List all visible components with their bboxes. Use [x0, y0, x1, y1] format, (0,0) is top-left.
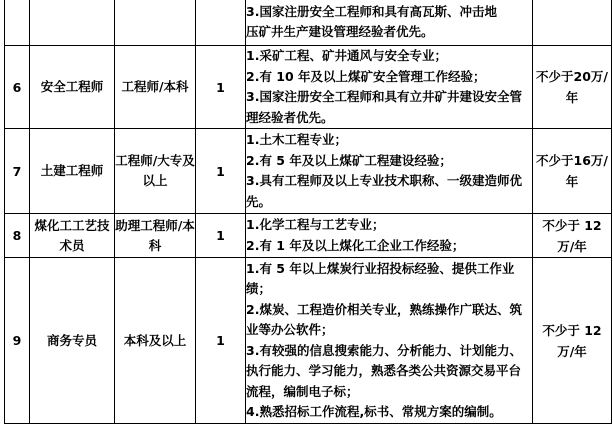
requirement-line: 3.国家注册安全工程师和具有高瓦斯、冲击地	[246, 3, 497, 19]
education-requirement: 本科及以上	[115, 258, 196, 424]
headcount: 1	[196, 258, 246, 424]
requirement-line: 2.有 5 年及以上煤矿工程建设经验；	[246, 152, 452, 168]
salary: 不少于 12 万/年	[533, 258, 612, 424]
requirement-line: 2.有 10 年及以上煤矿安全管理工作经验；	[246, 68, 486, 84]
salary	[533, 0, 612, 46]
education-requirement: 助理工程师/本科	[115, 214, 196, 258]
requirement-line: 3.具有工程师及以上专业技术职称、一级建造师优先。	[246, 173, 522, 209]
requirement-line: 3.有较强的信息搜索能力、分析能力、计划能力、执行能力、学习能力，熟悉各类公共资源交易平台流程，编制电子标；	[246, 342, 522, 399]
education-requirement: 工程师/本科	[115, 46, 196, 129]
education-requirement: 工程师/大专及以上	[115, 129, 196, 214]
job-requirements	[246, 0, 533, 46]
position-name	[30, 0, 115, 46]
row-number	[5, 0, 30, 46]
job-requirements	[246, 258, 533, 424]
education-requirement	[115, 0, 196, 46]
requirement-line: 1.化学工程与工艺专业；	[246, 217, 385, 232]
position-name: 煤化工工艺技术员	[30, 214, 115, 258]
salary: 不少于 12 万/年	[533, 214, 612, 258]
row-number: 9	[5, 258, 30, 424]
job-requirements	[246, 46, 533, 129]
table-row-continued	[5, 0, 612, 46]
requirement-line: 压矿井生产建设管理经验者优先。	[246, 24, 434, 39]
table-row-6	[5, 46, 612, 129]
row-number: 8	[5, 214, 30, 258]
requirement-line: 1.采矿工程、矿井通风与安全专业；	[246, 48, 447, 63]
row-number: 7	[5, 129, 30, 214]
salary: 不少于16万/年	[533, 129, 612, 214]
requirement-line: 1.土木工程专业；	[246, 132, 347, 147]
requirement-line: 1.有 5 年以上煤炭行业招投标经验、提供工作业绩；	[246, 260, 515, 296]
requirement-line: 3.国家注册安全工程师和具有立井矿井建设安全管理经验者优先。	[246, 89, 522, 125]
headcount: 1	[196, 46, 246, 129]
headcount: 1	[196, 214, 246, 258]
requirement-line: 4.熟悉招标工作流程,标书、常规方案的编制。	[246, 404, 502, 419]
position-name: 商务专员	[30, 258, 115, 424]
requirement-line: 2.煤炭、工程造价相关专业，熟练操作广联达、筑业等办公软件；	[246, 301, 522, 337]
table-row-9	[5, 258, 612, 424]
position-name: 安全工程师	[30, 46, 115, 129]
job-requirements	[246, 129, 533, 214]
job-requirements	[246, 214, 533, 258]
recruitment-table	[4, 0, 612, 424]
table-row-8	[5, 214, 612, 258]
table-row-7	[5, 129, 612, 214]
salary: 不少于20万/年	[533, 46, 612, 129]
headcount: 1	[196, 129, 246, 214]
row-number: 6	[5, 46, 30, 129]
position-name: 土建工程师	[30, 129, 115, 214]
headcount	[196, 0, 246, 46]
requirement-line: 2.有 1 年及以上煤化工企业工作经验；	[246, 237, 465, 253]
